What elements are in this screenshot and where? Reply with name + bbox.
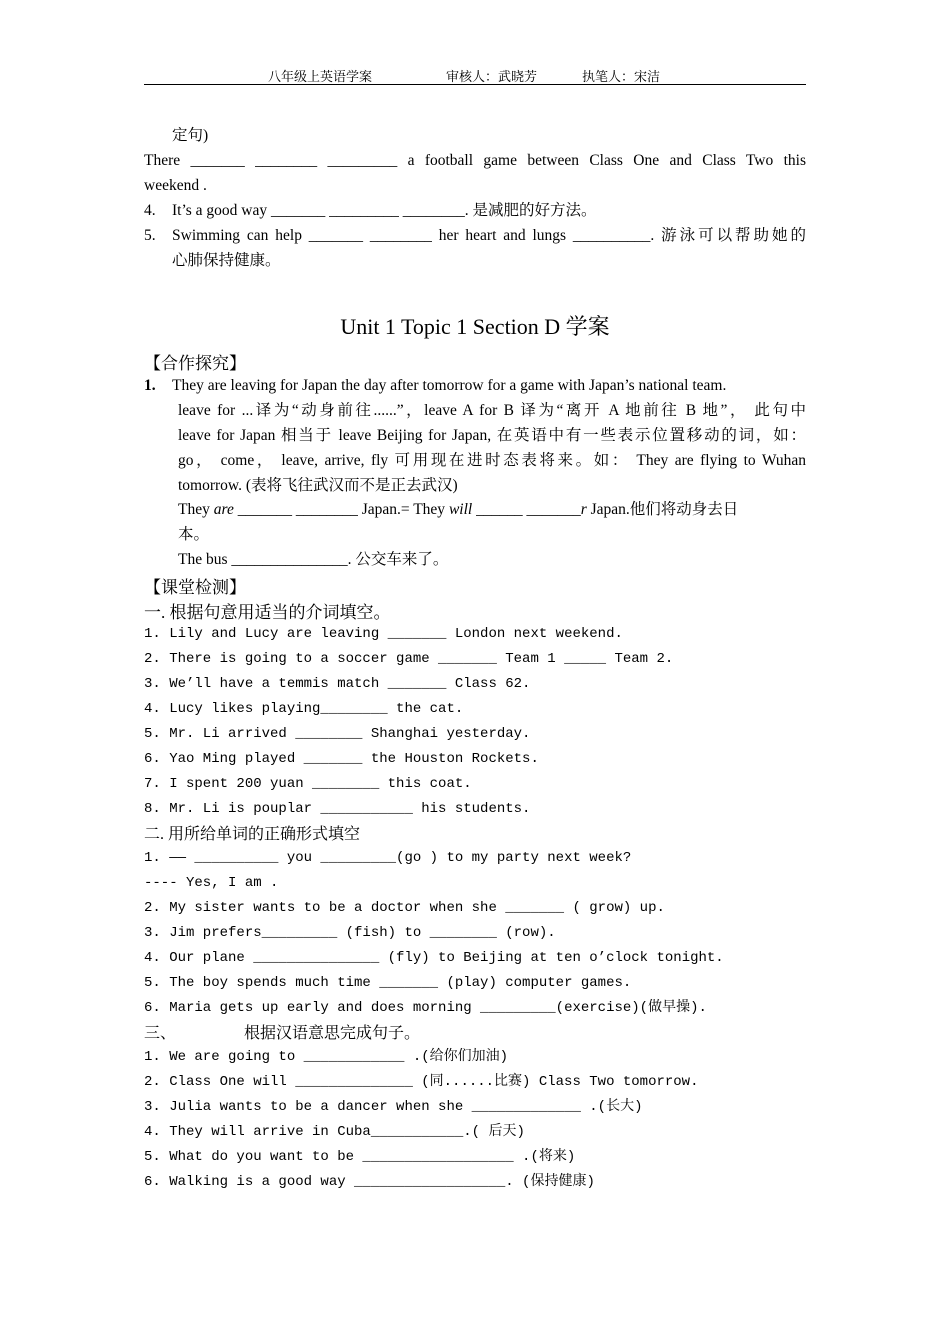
check-part-1-item: 2. There is going to a soccer game _______ Team 1 _____ Team 2. xyxy=(144,651,674,667)
check-part-2-item: 1. —— __________ you _________(go ) to my party next week? xyxy=(144,850,632,866)
check-part-3-heading: 根据汉语意思完成句子。 xyxy=(244,1025,421,1042)
page-header xyxy=(144,64,806,85)
check-part-3-number: 三、 xyxy=(144,1025,177,1042)
check-part-3-item: 1. We are going to ____________ .(给你们加油) xyxy=(144,1049,509,1065)
check-part-2-item: 6. Maria gets up early and does morning _________(exercise)(做早操). xyxy=(144,1000,707,1016)
check-part-1-item: 7. I spent 200 yuan ________ this coat. xyxy=(144,776,472,792)
coop-line-4: go， come， leave, arrive, fly 可用现在进时态表将来。如： They are flying to Wuhan xyxy=(178,452,806,469)
check-part-1-item: 5. Mr. Li arrived ________ Shanghai yesterday. xyxy=(144,726,531,742)
check-part-3-item: 6. Walking is a good way __________________. (保持健康) xyxy=(144,1174,595,1190)
check-part-2-item: 2. My sister wants to be a doctor when she _______ ( grow) up. xyxy=(144,900,665,916)
coop-line-6-will: will xyxy=(448,501,473,518)
check-part-1-item: 8. Mr. Li is pouplar ___________ his students. xyxy=(144,801,531,817)
check-part-2-item: 3. Jim prefers_________ (fish) to ________ (row). xyxy=(144,925,556,941)
top-line-0: 定句) xyxy=(172,127,209,144)
top-q5-line-2: 心肺保持健康。 xyxy=(172,252,281,269)
coop-line-7: 本。 xyxy=(178,526,210,543)
coop-line-6 xyxy=(178,497,738,522)
coop-line-6-g: Japan.他们将动身去日 xyxy=(586,501,739,518)
coop-line-6-are: are xyxy=(213,501,234,518)
coop-line-6-a: They xyxy=(178,501,214,518)
header-reviewer: 审核人：武晓芳 xyxy=(446,70,538,85)
top-q5-number: 5. xyxy=(144,227,156,244)
check-part-3-item: 4. They will arrive in Cuba___________.( 后天) xyxy=(144,1124,525,1140)
check-part-1-item: 3. We’ll have a temmis match _______ Class 62. xyxy=(144,676,531,692)
top-q5-line-1: Swimming can help _______ ________ her heart and lungs __________. 游泳可以帮助她的 xyxy=(172,227,806,244)
coop-line-6-e: ______ _______ xyxy=(472,501,581,518)
check-part-2-item: 5. The boy spends much time _______ (play) computer games. xyxy=(144,975,632,991)
check-part-3-item: 2. Class One will ______________ (同......比赛) Class Two tomorrow. xyxy=(144,1074,699,1090)
check-part-1-item: 6. Yao Ming played _______ the Houston Rockets. xyxy=(144,751,539,767)
header-subject: 八年级上英语学案 xyxy=(268,70,373,85)
coop-line-6-r: r xyxy=(580,501,587,518)
top-line-1: There _______ ________ _________ a football game between Class One and Class Two this xyxy=(144,152,806,169)
page-title: Unit 1 Topic 1 Section D 学案 xyxy=(340,314,610,339)
coop-line-5: tomorrow. (表将飞往武汉而不是正去武汉) xyxy=(178,477,458,494)
coop-heading: 【合作探究】 xyxy=(144,354,246,373)
check-part-1-heading: 一. 根据句意用适当的介词填空。 xyxy=(144,603,391,622)
check-part-1-item: 4. Lucy likes playing________ the cat. xyxy=(144,701,464,717)
check-part-1-item: 1. Lily and Lucy are leaving _______ London next weekend. xyxy=(144,626,623,642)
check-part-3-item: 3. Julia wants to be a dancer when she _____________ .(长大) xyxy=(144,1099,643,1115)
coop-line-1: They are leaving for Japan the day after tomorrow for a game with Japan’s national team. xyxy=(172,377,727,394)
coop-line-8: The bus _______________. 公交车来了。 xyxy=(178,551,449,568)
coop-line-2: leave for ...译为“动身前往......”，leave A for B 译为“离开 A 地前往 B 地”， 此句中 xyxy=(178,402,806,419)
check-part-3-item: 5. What do you want to be __________________ .(将来) xyxy=(144,1149,576,1165)
check-part-2-heading: 二. 用所给单词的正确形式填空 xyxy=(144,826,361,843)
check-part-2-item: ---- Yes, I am . xyxy=(144,875,279,891)
coop-line-3: leave for Japan 相当于 leave Beijing for Japan, 在英语中有一些表示位置移动的词，如： xyxy=(178,427,806,444)
top-q4-number: 4. xyxy=(144,202,156,219)
header-author: 执笔人：宋洁 xyxy=(582,70,661,85)
coop-item-number: 1. xyxy=(144,377,156,394)
coop-line-6-c: _______ ________ Japan.= They xyxy=(233,501,449,518)
check-heading: 【课堂检测】 xyxy=(144,578,246,597)
top-q4: It’s a good way _______ _________ ________. 是减肥的好方法。 xyxy=(172,202,597,219)
top-line-2: weekend . xyxy=(144,177,207,194)
check-part-2-item: 4. Our plane _______________ (fly) to Beijing at ten o’clock tonight. xyxy=(144,950,724,966)
